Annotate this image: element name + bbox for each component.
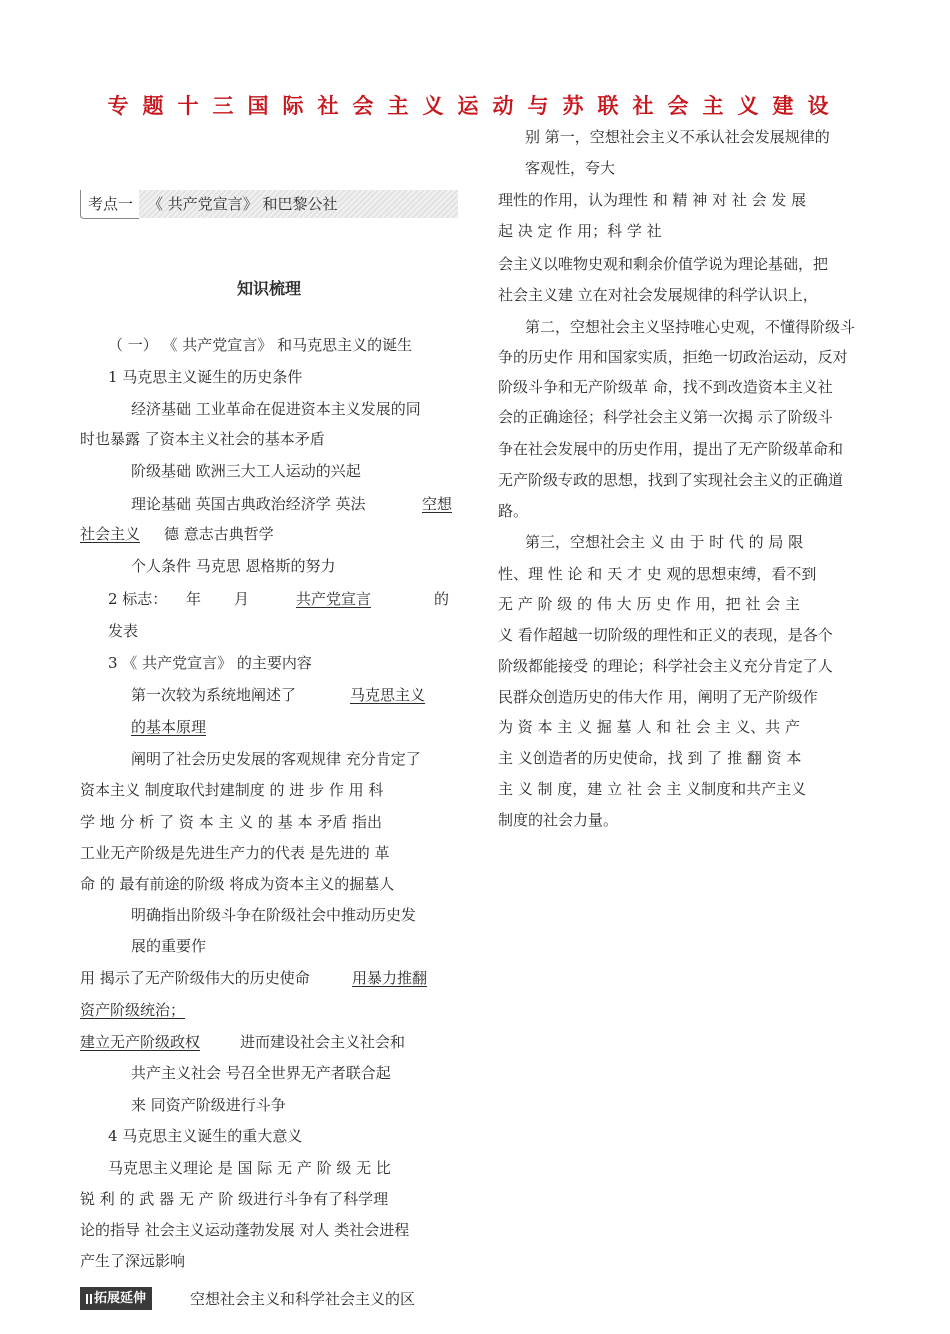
text-line: 社会主义建 立在对社会发展规律的科学认识上， [498,286,818,304]
text-line: 空想社会主义和科学社会主义的区 [190,1290,416,1308]
text-line: 进而建设社会主义社会和 [240,1033,406,1051]
text-line: 论的指导 社会主义运动蓬勃发展 对人 类社会进程 [80,1221,410,1239]
text-line: 争的历史作 用和国家实质，拒绝一切政治运动，反对 [498,348,848,366]
answer-blank: 空想 [422,495,453,513]
knowledge-heading: 知识梳理 [236,279,301,298]
text-line: 理性的作用，认为理性 和 精 神 对 社 会 发 展 [498,191,807,209]
text-line: 会的正确途径；科学社会主义第一次揭 示了阶级斗 [498,408,833,426]
answer-blank: 资产阶级统治； [80,1001,186,1019]
text-line: 用 揭示了无产阶级伟大的历史使命 [80,969,310,987]
text-line: 起 决 定 作 用；科 学 社 [498,222,662,240]
text-line: 的 [434,590,450,608]
text-line: 经济基础 工业革命在促进资本主义发展的同 [131,400,421,418]
text-line: 会主义以唯物史观和剩余价值学说为理论基础，把 [498,255,829,273]
extension-badge [80,1287,152,1310]
text-line: 3 《 共产党宣言》 的主要内容 [108,654,312,672]
text-line: 德 意志古典哲学 [164,525,274,543]
section-title: 《 共产党宣言》 和巴黎公社 [148,195,338,213]
answer-blank: 马克思主义 [350,686,426,704]
text-line: 无 产 阶 级 的 伟 大 历 史 作 用，把 社 会 主 [498,595,800,613]
text-line: 制度的社会力量。 [498,811,619,829]
text-line: 争在社会发展中的历史作用，提出了无产阶级革命和 [498,440,844,458]
text-line: 月 [234,590,250,608]
text-line: 共产主义社会 号召全世界无产者联合起 [131,1064,391,1082]
text-line: （ 一） 《 共产党宣言》 和马克思主义的诞生 [108,336,413,354]
text-line: 无产阶级专政的思想，找到了实现社会主义的正确道 [498,471,844,489]
badge-mark-icon [90,1294,92,1304]
text-line: 主 义创造者的历史使命，找 到 了 推 翻 资 本 [498,749,802,767]
text-line: 阐明了社会历史发展的客观规律 充分肯定了 [131,750,421,768]
text-line: 阶级都能接受 的理论；科学社会主义充分肯定了人 [498,657,833,675]
answer-blank: 用暴力推翻 [352,969,428,987]
text-line: 别 第一，空想社会主义不承认社会发展规律的 [525,128,830,146]
text-line: 1 马克思主义诞生的历史条件 [108,368,303,386]
text-line: 民群众创造历史的伟大作 用，阐明了无产阶级作 [498,688,818,706]
text-line: 阶级斗争和无产阶级革 命，找不到改造资本主义社 [498,378,833,396]
text-line: 阶级基础 欧洲三大工人运动的兴起 [131,462,361,480]
text-line: 义 看作超越一切阶级的理性和正义的表现，是各个 [498,626,833,644]
text-line: 工业无产阶级是先进生产力的代表 是先进的 革 [80,844,390,862]
text-line: 年 [186,590,202,608]
text-line: 展的重要作 [131,937,207,955]
text-line: 资本主义 制度取代封建制度 的 进 步 作 用 科 [80,781,384,799]
text-line: 锐 利 的 武 器 无 产 阶 级进行斗争有了科学理 [80,1190,389,1208]
text-line: 马克思主义理论 是 国 际 无 产 阶 级 无 比 [108,1159,391,1177]
text-line: 第二，空想社会主义坚持唯心史观，不懂得阶级斗 [525,318,856,336]
answer-blank: 社会主义 [80,525,141,543]
answer-blank: 建立无产阶级政权 [80,1033,201,1051]
text-line: 路。 [498,502,529,520]
text-line: 性、理 性 论 和 天 才 史 观的思想束缚，看不到 [498,565,817,583]
answer-blank: 的基本原理 [131,718,207,736]
page-title: 专题十三国际社会主义运动与苏联社会主义建设 [107,94,843,118]
text-line: 命 的 最有前途的阶级 将成为资本主义的掘墓人 [80,875,395,893]
text-line: 4 马克思主义诞生的重大意义 [108,1127,303,1145]
section-label: 考点一 [88,195,134,213]
text-line: 理论基础 英国古典政治经济学 英法 [131,495,366,513]
text-line: 2 标志： [108,590,168,608]
text-line: 发表 [108,622,139,640]
extension-label: 拓展延伸 [94,1291,147,1306]
text-line: 来 同资产阶级进行斗争 [131,1096,286,1114]
text-line: 明确指出阶级斗争在阶级社会中推动历史发 [131,906,417,924]
text-line: 主 义 制 度，建 立 社 会 主 义制度和共产主义 [498,780,807,798]
text-line: 学 地 分 析 了 资 本 主 义 的 基 本 矛盾 指出 [80,813,382,831]
text-line: 时也暴露 了资本主义社会的基本矛盾 [80,430,325,448]
text-line: 第三，空想社会主 义 由 于 时 代 的 局 限 [525,533,804,551]
text-line: 个人条件 马克思 恩格斯的努力 [131,557,336,575]
section-banner [80,190,458,218]
badge-mark-icon [86,1294,88,1304]
text-line: 产生了深远影响 [80,1252,186,1270]
text-line: 客观性，夸大 [525,159,616,177]
text-line: 第一次较为系统地阐述了 [131,686,297,704]
answer-blank: 共产党宣言 [296,590,372,608]
text-line: 为 资 本 主 义 掘 墓 人 和 社 会 主 义、共 产 [498,718,800,736]
